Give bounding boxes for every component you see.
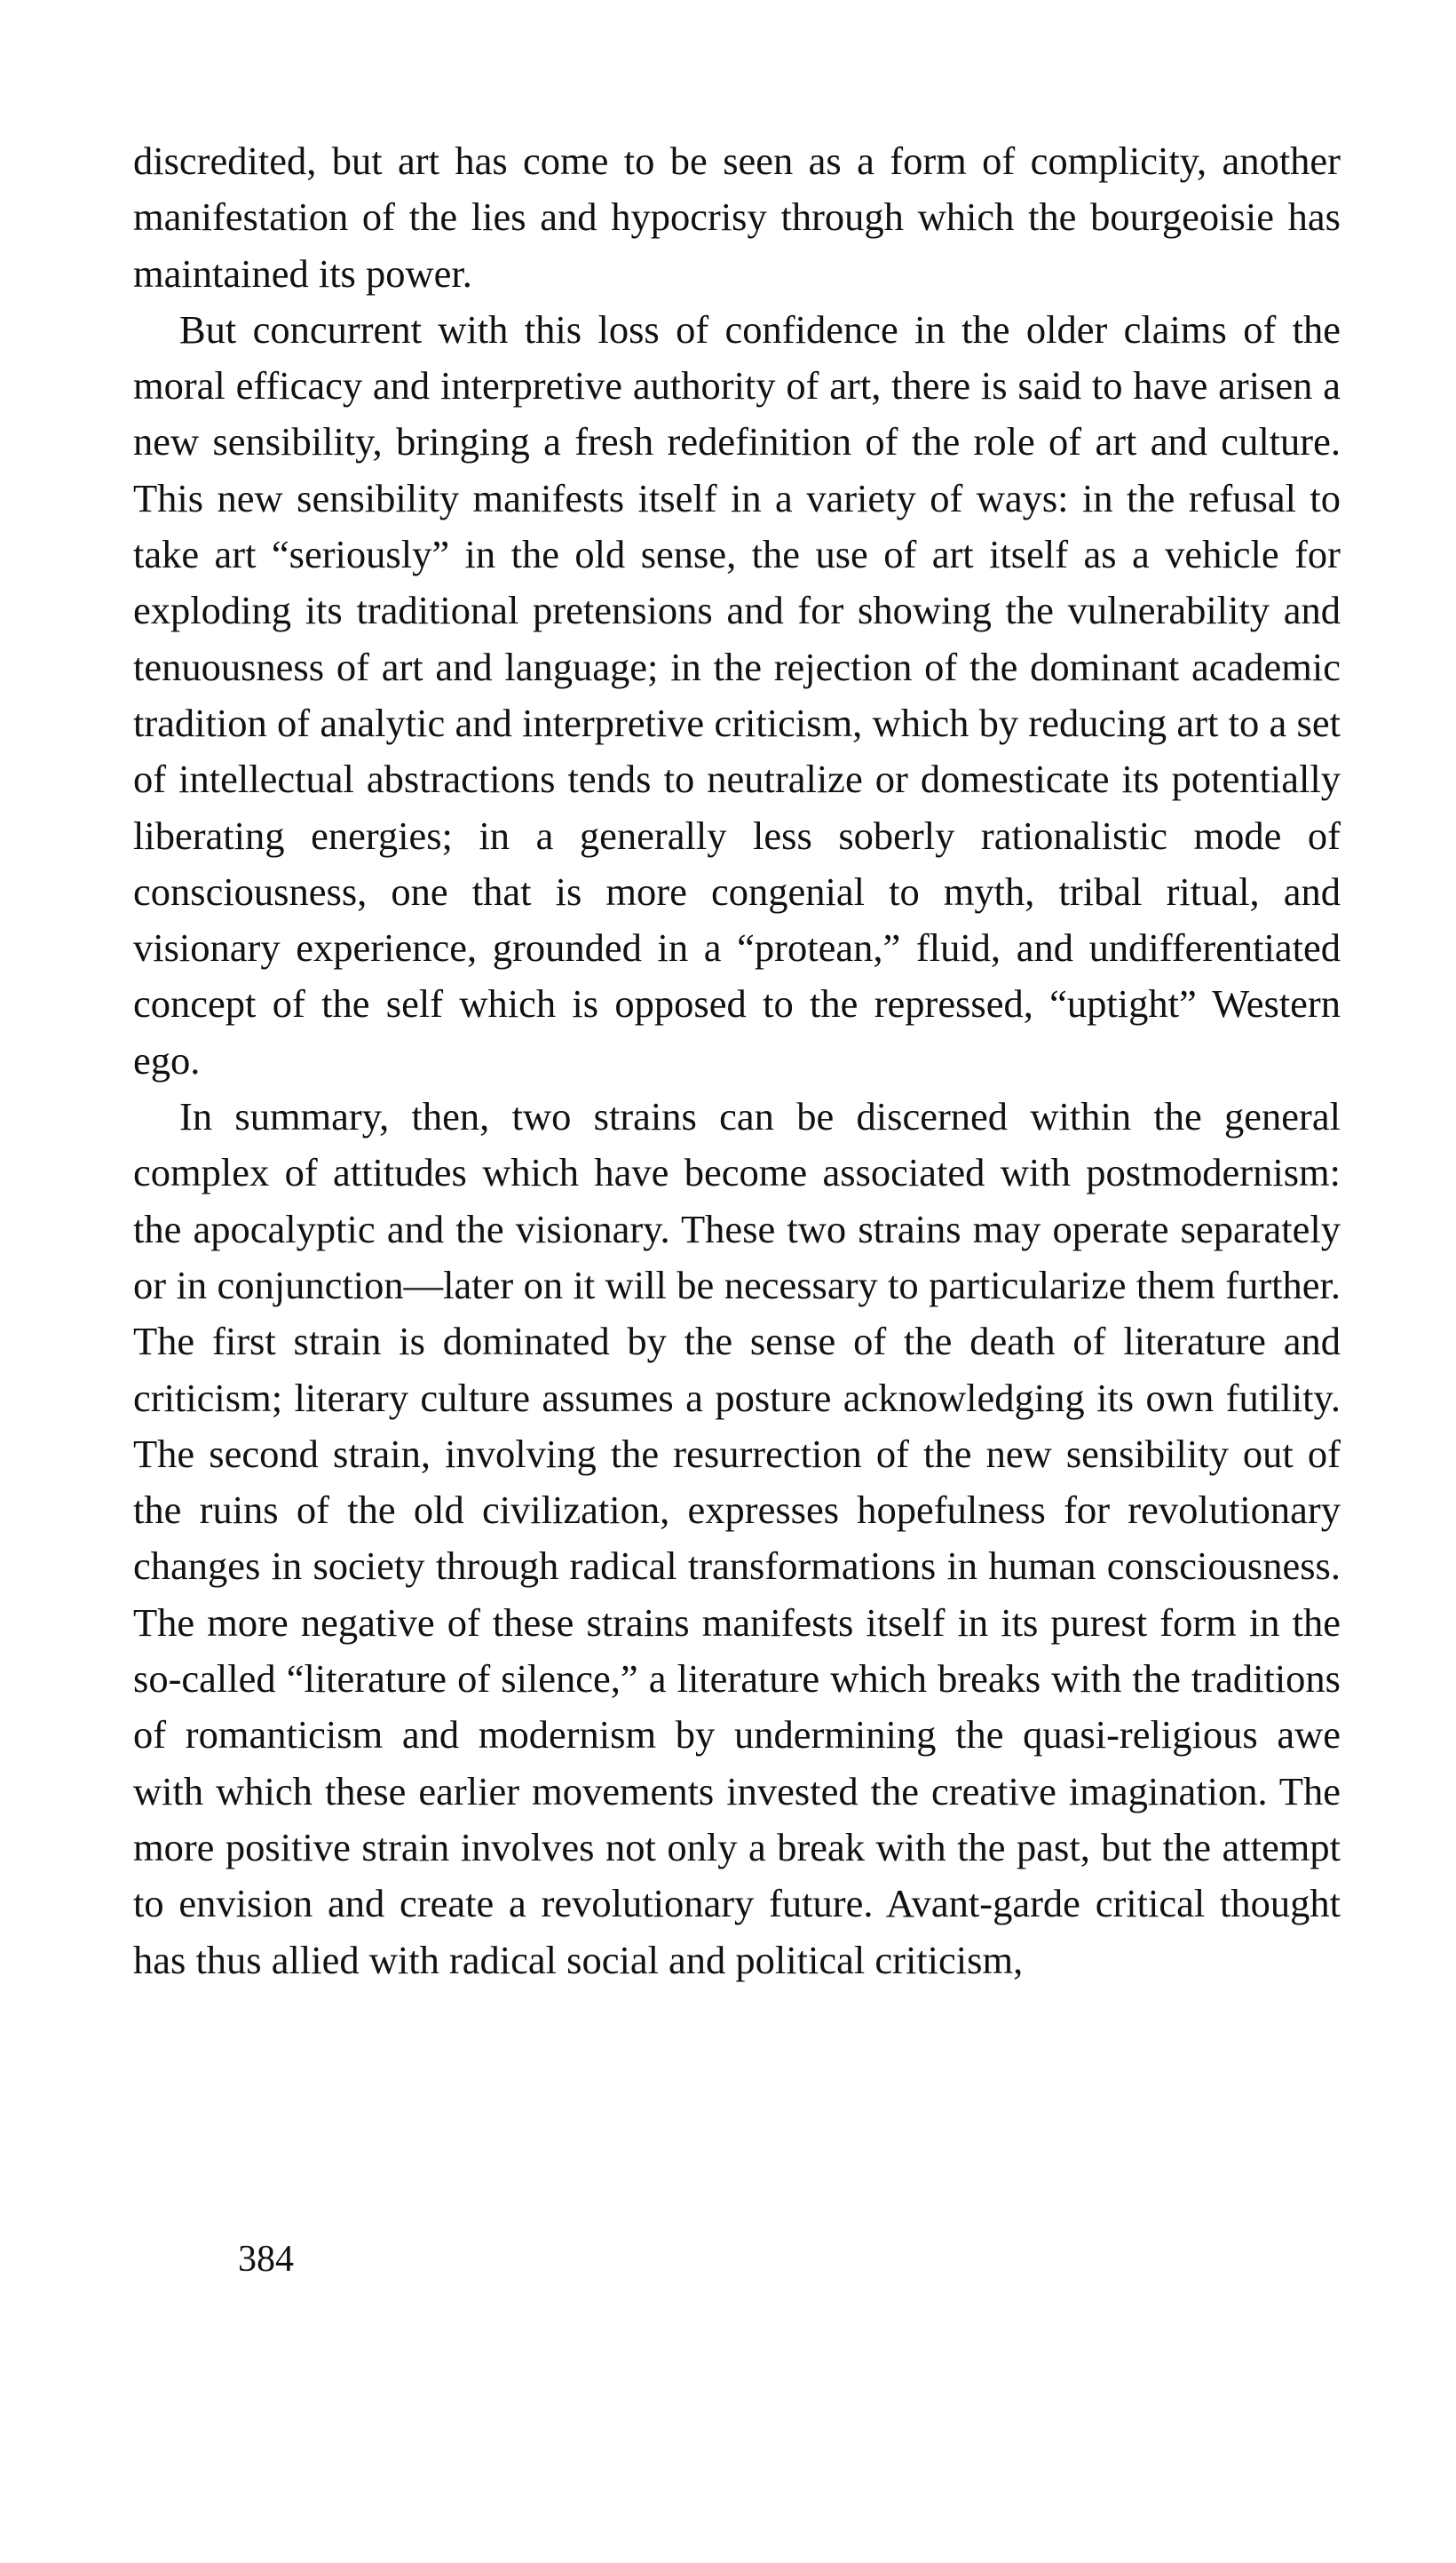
paragraph-summary: In summary, then, two strains can be discerned within the general complex of attitudes which have become associated with postmodernism: the apocalyptic and the visionary. These two strains may operate separately or in conjunction—later on it will be necessary to particularize them further. The first strain is dominated by the sense of the death of literature and criticism; literary culture assumes a posture acknowledging its own futility. The second strain, involving the resurrection of the new sensibility out of the ruins of the old civilization, expresses hopefulness for revolutionary changes in society through radical transformations in human consciousness. The more negative of these strains manifests itself in its purest form in the so-called “literature of silence,” a literature which breaks with the traditions of romanticism and modernism by undermining the quasi-religious awe with which these earlier movements invested the creative imagination. The more positive strain involves not only a break with the past, but the attempt to envision and create a revolutionary future. Avant-garde critical thought has thus allied with radical social and political criticism, [133, 1094, 1341, 1982]
page-number: 384 [238, 2239, 294, 2280]
paragraph-continued: discredited, but art has come to be seen as a form of complicity, another manifestation of the lies and hypocrisy through which the bourgeoisie has maintained its power. [133, 139, 1341, 296]
paragraph-new-sensibility: But concurrent with this loss of confidence in the older claims of the moral efficacy and interpretive authority of art, there is said to have arisen a new sensibility, bringing a fresh redefinition of the role of art and culture. This new sensibility manifests itself in a variety of ways: in the refusal to take art “seriously” in the old sense, the use of art itself as a vehicle for exploding its traditional pretensions and for showing the vulnerability and tenuousness of art and language; in the rejection of the dominant academic tradition of analytic and interpretive criticism, which by reducing art to a set of intellectual abstractions tends to neutralize or domesticate its potentially liberating energies; in a generally less soberly rationalistic mode of consciousness, one that is more congenial to myth, tribal ritual, and visionary experience, grounded in a “protean,” fluid, and undifferentiated concept of the self which is opposed to the repressed, “uptight” Western ego. [133, 306, 1341, 1083]
body-text [133, 133, 1341, 1988]
